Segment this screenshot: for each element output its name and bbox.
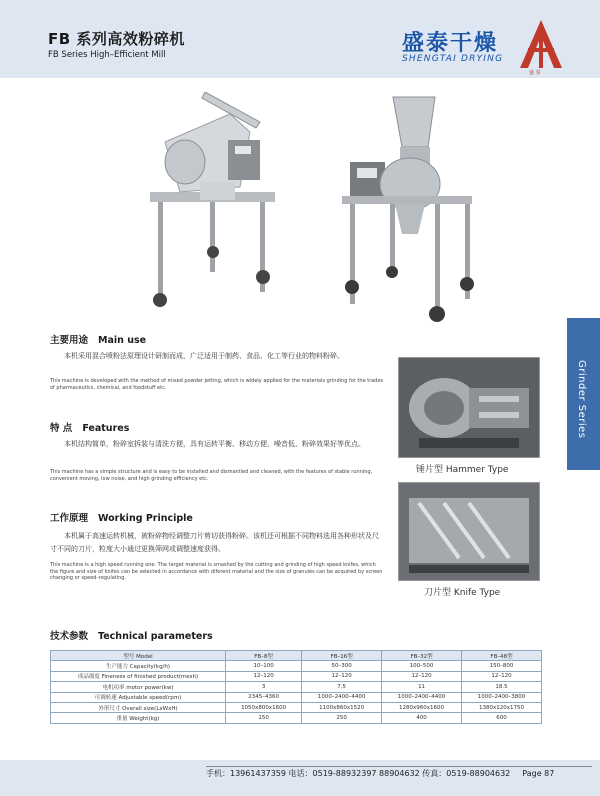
table-cell: 2345–4360	[226, 692, 302, 702]
table-cell: 10–100	[226, 661, 302, 671]
right-machine-illustration	[342, 97, 474, 322]
footer-divider	[206, 766, 592, 767]
left-machine-illustration	[150, 92, 275, 307]
table-cell: 12–120	[302, 671, 382, 681]
table-header-cell: FB–8型	[226, 651, 302, 661]
table-header-cell: FB–16型	[302, 651, 382, 661]
hammer-type-caption: 锤片型 Hammer Type	[416, 465, 509, 475]
hammer-type-photo-image	[398, 357, 540, 458]
table-cell: 50–300	[302, 661, 382, 671]
logo-text: 盛 泰	[529, 70, 541, 76]
table-cell: 1380x120x1750	[462, 702, 542, 712]
side-tab	[567, 318, 600, 470]
footer-contact-text: 手机：13961437359 电话：0519-88932397 88904632 传真：0519-88904632	[206, 769, 511, 778]
section-title-features	[50, 420, 129, 434]
section-title-en: Technical parameters	[98, 631, 213, 642]
table-cell: 1100x860x1520	[302, 702, 382, 712]
table-header-row	[51, 651, 542, 661]
table-header-cell: 型号 Model	[51, 651, 226, 661]
knife-type-photo-image	[398, 482, 540, 581]
table-cell: 18.5	[462, 682, 542, 692]
features-text-en: This machine has a simple structure and is easy to be installed and dismantled and cleaned, with the features of stable running, convenient moving, low noise, and high grinding efficiency etc.	[50, 469, 373, 482]
table-cell: 400	[382, 713, 462, 723]
section-title-cn: 工作原理	[50, 513, 89, 524]
table-cell: 600	[462, 713, 542, 723]
features-text-cn: 本机结构简单，粉碎室拆装与清洗方便，具有运转平衡、移动方便、噪音低、粉碎效果好等优点。	[64, 440, 365, 448]
table-row	[51, 682, 542, 692]
table-cell: 12–120	[462, 671, 542, 681]
knife-type-caption: 刀片型 Knife Type	[424, 588, 501, 598]
section-title-main-use	[50, 332, 146, 346]
page-title-cn: FB 系列高效粉碎机	[48, 30, 185, 48]
table-cell: 1000–2400–4400	[382, 692, 462, 702]
table-cell: 外形尺寸 Overall size(LxWxH)	[51, 702, 226, 712]
page-header	[0, 0, 600, 78]
table-cell: 重量 Weight(kg)	[51, 713, 226, 723]
main-use-text-en: This machine is developed with the method of mixed powder jetting, which is widely applied for the materials grinding for the trades of pharmaceutics, chemical, and foodstuff etc.	[50, 378, 384, 391]
principle-text-en: This machine is a high speed running one. The target material is smashed by the cutting and grinding of high speed knifes, which the figure and size of knifes can be selected in accordance with diferent material and the size of granules can be acquired by screen changing or speed–regulating.	[50, 562, 383, 581]
table-cell: 3	[226, 682, 302, 692]
section-title-principle	[50, 510, 193, 524]
table-cell: 电机功率 motor power(kw)	[51, 682, 226, 692]
table-cell: 250	[302, 713, 382, 723]
table-cell: 1000–2400–4400	[302, 692, 382, 702]
section-title-cn: 技术参数	[50, 631, 89, 642]
table-cell: 12–120	[382, 671, 462, 681]
table-cell: 11	[382, 682, 462, 692]
table-cell: 150	[226, 713, 302, 723]
brand-name-en: SHENGTAI DRYING	[402, 54, 504, 64]
company-logo-icon	[516, 18, 566, 74]
table-cell: 12–120	[226, 671, 302, 681]
table-cell: 100–500	[382, 661, 462, 671]
table-header-cell: FB–32型	[382, 651, 462, 661]
technical-parameters-table	[50, 650, 542, 724]
table-cell: 1280x960x1600	[382, 702, 462, 712]
table-row	[51, 702, 542, 712]
table-cell: 1000–2400–3800	[462, 692, 542, 702]
table-cell: 1050x800x1600	[226, 702, 302, 712]
page-number: Page 87	[522, 769, 555, 778]
page-title-en: FB Series High–Efficient Mill	[48, 50, 166, 60]
table-row	[51, 713, 542, 723]
section-title-en: Main use	[98, 335, 147, 346]
section-title-en: Working Principle	[98, 513, 193, 524]
section-title-cn: 特 点	[50, 423, 73, 434]
table-cell: 7.5	[302, 682, 382, 692]
table-cell: 150–800	[462, 661, 542, 671]
table-row	[51, 661, 542, 671]
section-title-cn: 主要用途	[50, 335, 89, 346]
section-title-technical	[50, 628, 213, 642]
table-cell: 生产能力 Capacity(kg/h)	[51, 661, 226, 671]
principle-text-cn: 本机属于高速运转机械，被粉碎物经调整刀片剪切获得粉碎。该机还可根据不同物料选用各种形状及尺寸不同的刀片，粒度大小通过更换筛网或调整速度获得。	[50, 532, 379, 553]
section-title-en: Features	[82, 423, 130, 434]
page-footer	[0, 760, 600, 796]
table-cell: 成品细度 Fineness of finished product(mesh)	[51, 671, 226, 681]
table-row	[51, 671, 542, 681]
brand-name-cn: 盛泰干燥	[402, 30, 499, 56]
table-row	[51, 692, 542, 702]
table-header-cell: FB–48型	[462, 651, 542, 661]
side-tab-label: Grinder Series	[576, 360, 587, 439]
product-photo-image	[110, 92, 510, 332]
footer-contact	[206, 768, 554, 779]
main-use-text-cn: 本机采用混合喷粉法原理设计研制而成，广泛适用于制药、食品、化工等行业的物料粉碎。	[64, 352, 344, 360]
table-cell: 可调转速 Adjustable speed(rpm)	[51, 692, 226, 702]
